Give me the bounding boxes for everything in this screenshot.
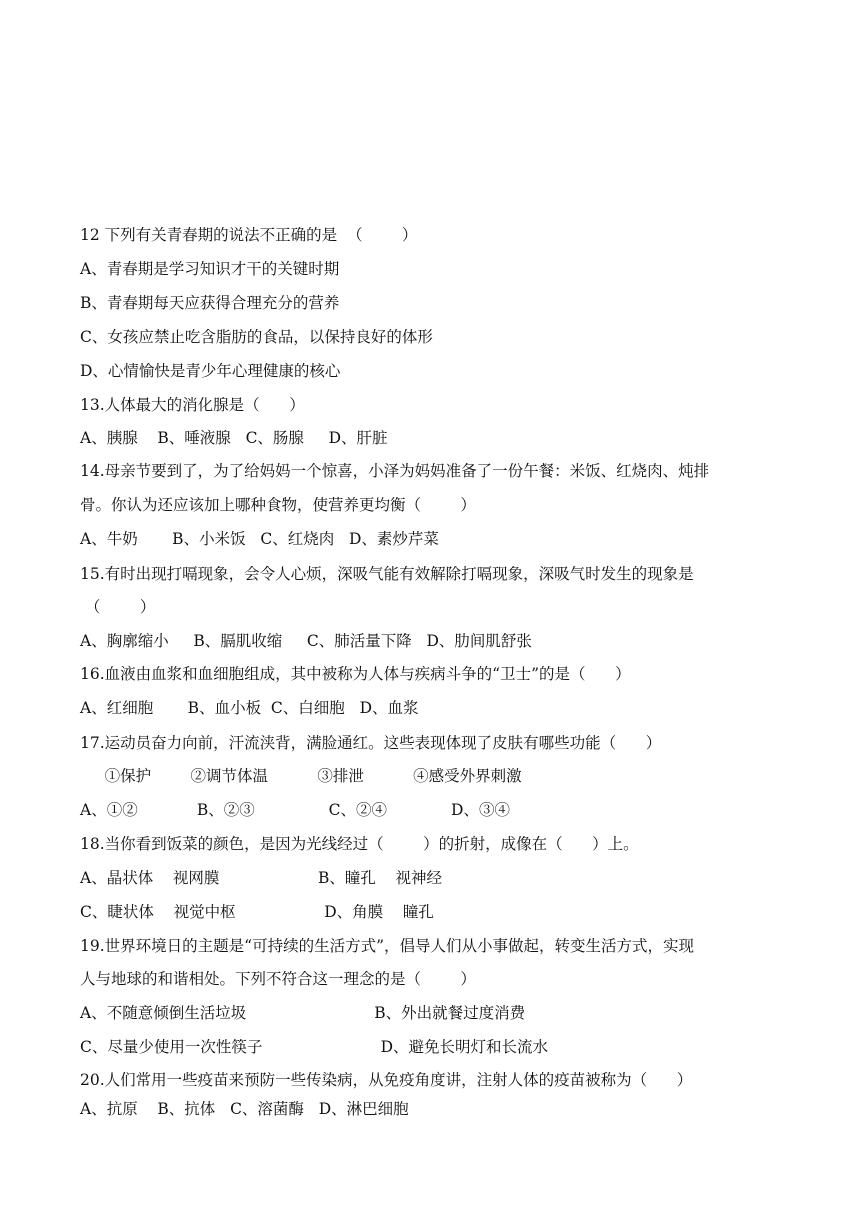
question-15-stem-line-2: （ ） xyxy=(80,598,156,616)
question-19-options-ab: A、不随意倾倒生活垃圾 B、外出就餐过度消费 xyxy=(80,1004,526,1022)
question-12-stem: 12 下列有关青春期的说法不正确的是 （ ） xyxy=(80,226,418,244)
question-14-stem-line-1: 14.母亲节要到了，为了给妈妈一个惊喜，小泽为妈妈准备了一份午餐：米饭、红烧肉、炖排 xyxy=(80,462,710,480)
question-18-options-cd: C、睫状体 视觉中枢 D、角膜 瞳孔 xyxy=(80,903,434,921)
question-14-options: A、牛奶 B、小米饭 C、红烧肉 D、素炒芹菜 xyxy=(80,530,439,548)
question-15-stem-line-1: 15.有时出现打嗝现象，会令人心烦，深吸气能有效解除打嗝现象，深吸气时发生的现象是 xyxy=(80,565,694,583)
question-19-stem-line-2: 人与地球的和谐相处。下列不符合这一理念的是（ ） xyxy=(80,970,476,988)
question-12-option-b: B、青春期每天应获得合理充分的营养 xyxy=(80,294,340,312)
question-18-stem: 18.当你看到饭菜的颜色，是因为光线经过（ ）的折射，成像在（ ）上。 xyxy=(80,835,639,853)
question-20-stem: 20.人们常用一些疫苗来预防一些传染病，从免疫角度讲，注射人体的疫苗被称为（ ） xyxy=(80,1071,693,1089)
question-16-options: A、红细胞 B、血小板 C、白细胞 D、血浆 xyxy=(80,699,419,717)
question-19-stem-line-1: 19.世界环境日的主题是“可持续的生活方式”，倡导人们从小事做起，转变生活方式，实现 xyxy=(80,937,695,955)
question-16-stem: 16.血液由血浆和血细胞组成，其中被称为人体与疾病斗争的“卫士”的是（ ） xyxy=(80,665,631,683)
question-18-options-ab: A、晶状体 视网膜 B、瞳孔 视神经 xyxy=(80,869,443,887)
question-17-stem: 17.运动员奋力向前，汗流浃背，满脸通红。这些表现体现了皮肤有哪些功能（ ） xyxy=(80,734,662,752)
question-13-stem: 13.人体最大的消化腺是（ ） xyxy=(80,396,305,414)
question-19-options-cd: C、尽量少使用一次性筷子 D、避免长明灯和长流水 xyxy=(80,1038,549,1056)
question-12-option-c: C、女孩应禁止吃含脂肪的食品，以保持良好的体形 xyxy=(80,328,433,346)
question-12-option-d: D、心情愉快是青少年心理健康的核心 xyxy=(80,362,341,380)
question-12-option-a: A、青春期是学习知识才干的关键时期 xyxy=(80,260,340,278)
question-13-options: A、胰腺 B、唾液腺 C、肠腺 D、肝脏 xyxy=(80,429,388,447)
question-17-choices: ①保护 ②调节体温 ③排泄 ④感受外界刺激 xyxy=(80,767,522,785)
question-20-options: A、抗原 B、抗体 C、溶菌酶 D、淋巴细胞 xyxy=(80,1100,409,1118)
question-17-options: A、①② B、②③ C、②④ D、③④ xyxy=(80,801,510,819)
question-14-stem-line-2: 骨。你认为还应该加上哪种食物，使营养更均衡（ ） xyxy=(80,496,476,514)
question-15-options: A、胸廓缩小 B、膈肌收缩 C、肺活量下降 D、肋间肌舒张 xyxy=(80,632,532,650)
